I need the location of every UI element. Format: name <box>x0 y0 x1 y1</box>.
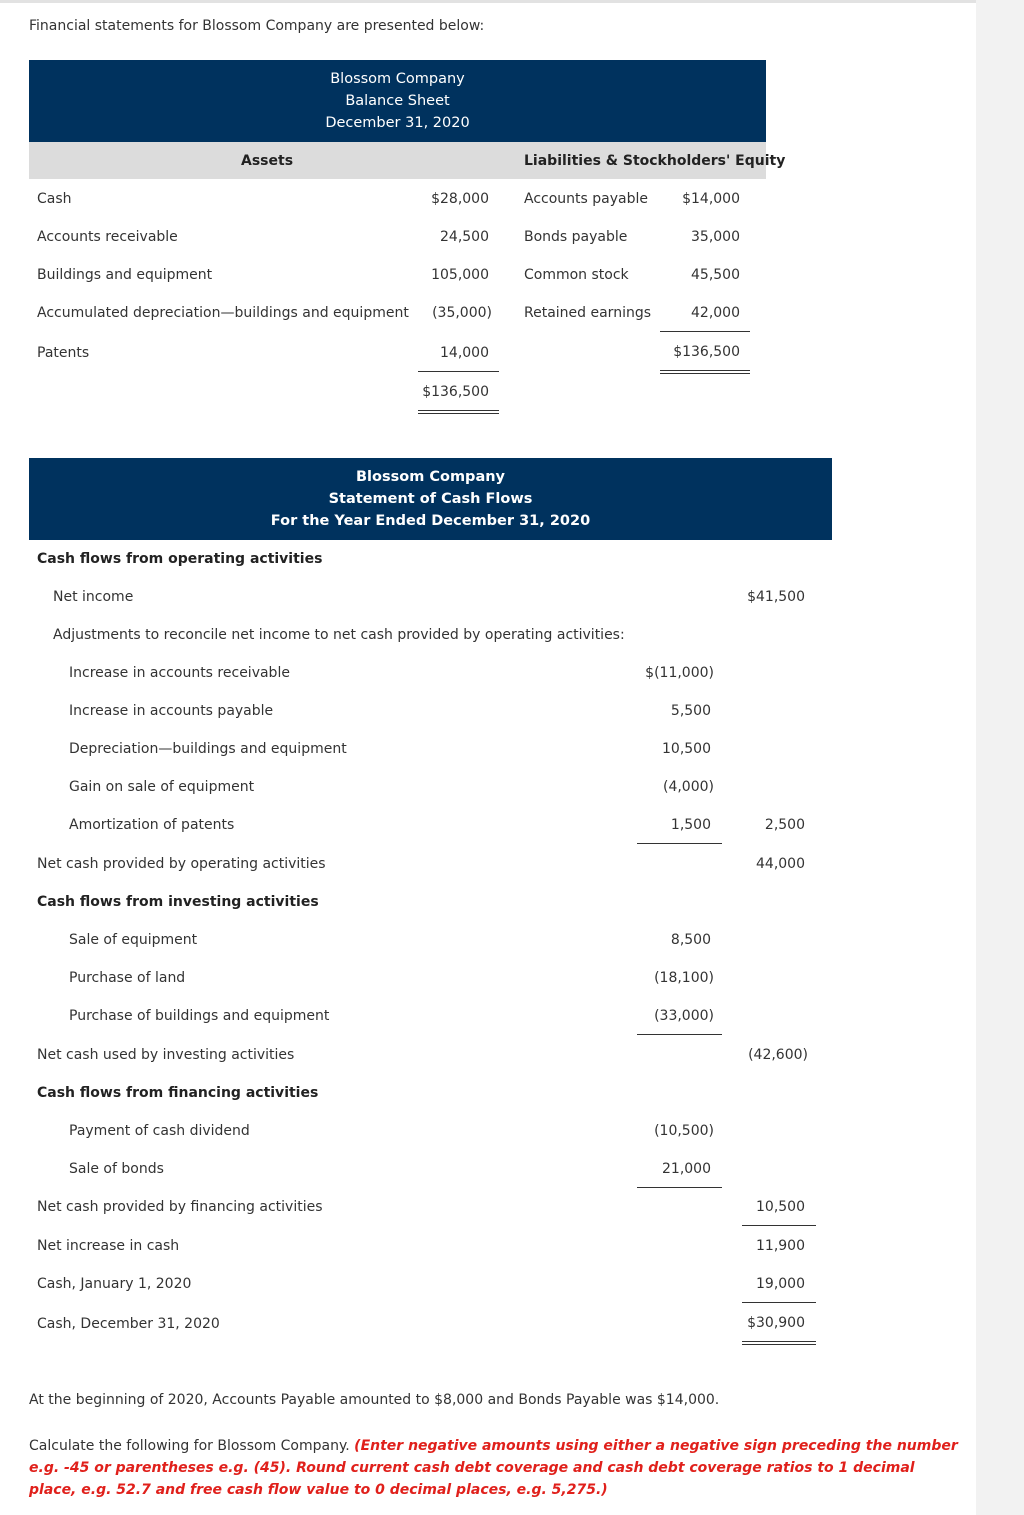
asset-label: Cash <box>37 191 72 207</box>
liability-label: Common stock <box>524 267 629 283</box>
balance-sheet-banner <box>29 60 766 142</box>
adjustments-label: Adjustments to reconcile net income to net cash provided by operating activities: <box>53 627 625 643</box>
assets-total: $136,500 <box>422 384 489 400</box>
operating-subtotal-rule <box>637 843 722 844</box>
investing-subtotal-rule <box>637 1034 722 1035</box>
asset-value: 14,000 <box>440 345 489 361</box>
asset-value: 105,000 <box>431 267 489 283</box>
cash-flow-banner <box>29 458 832 540</box>
liability-value: $14,000 <box>682 191 740 207</box>
cash-end-value: $30,900 <box>747 1315 805 1331</box>
investing-value: (33,000) <box>654 1008 714 1024</box>
instructions-red: (Enter negative amounts using either a negative sign preceding the number e.g. -45 or parentheses e.g. (45). Round current cash debt coverage and cash debt coverage ratios to 1 decimal place, e.g. 52.7 and free cash flow value to 0 decimal places, e.g. 5,275.) <box>29 1438 958 1498</box>
net-financing-label: Net cash provided by financing activities <box>37 1199 323 1215</box>
financing-value: 21,000 <box>662 1161 711 1177</box>
net-increase-label: Net increase in cash <box>37 1238 180 1254</box>
assets-subtotal-rule <box>418 371 499 372</box>
investing-header: Cash flows from investing activities <box>37 894 319 910</box>
financing-header: Cash flows from financing activities <box>37 1085 319 1101</box>
financing-label: Payment of cash dividend <box>69 1123 250 1139</box>
liabilities-header: Liabilities & Stockholders' Equity <box>524 153 786 169</box>
net-operating-value: 44,000 <box>756 856 805 872</box>
cash-subtotal-rule <box>742 1302 816 1303</box>
adjustment-label: Increase in accounts payable <box>69 703 274 719</box>
asset-value: (35,000) <box>432 305 492 321</box>
liabilities-total-rule <box>660 370 750 374</box>
operating-header: Cash flows from operating activities <box>37 551 323 567</box>
cash-end-rule <box>742 1341 816 1345</box>
cash-begin-value: 19,000 <box>756 1276 805 1292</box>
liability-label: Accounts payable <box>524 191 648 207</box>
asset-label: Buildings and equipment <box>37 267 213 283</box>
liability-label: Bonds payable <box>524 229 628 245</box>
investing-label: Sale of equipment <box>69 932 198 948</box>
liabilities-subtotal-rule <box>660 331 750 332</box>
asset-label: Patents <box>37 345 90 361</box>
intro-text: Financial statements for Blossom Company are presented below: <box>29 18 485 34</box>
assets-header: Assets <box>241 153 294 169</box>
balance-sheet-date: December 31, 2020 <box>325 115 470 131</box>
adjustment-value: 1,500 <box>670 817 711 833</box>
adjustment-label: Depreciation—buildings and equipment <box>69 741 347 757</box>
note-text: At the beginning of 2020, Accounts Payable amounted to $8,000 and Bonds Payable was $14,000. <box>29 1392 720 1408</box>
asset-label: Accumulated depreciation—buildings and equipment <box>37 305 409 321</box>
balance-sheet-company: Blossom Company <box>330 71 465 87</box>
instructions-paragraph <box>29 1435 959 1501</box>
liability-value: 35,000 <box>691 229 740 245</box>
cash-flow-title: Statement of Cash Flows <box>328 491 533 507</box>
adjustment-label: Amortization of patents <box>69 817 235 833</box>
investing-value: (18,100) <box>654 970 714 986</box>
cash-flow-company: Blossom Company <box>355 469 505 485</box>
liabilities-total: $136,500 <box>673 344 740 360</box>
adjustments-total: 2,500 <box>764 817 805 833</box>
net-income-value: $41,500 <box>747 589 805 605</box>
liability-label: Retained earnings <box>524 305 652 321</box>
adjustment-label: Gain on sale of equipment <box>69 779 255 795</box>
cash-end-label: Cash, December 31, 2020 <box>37 1316 220 1332</box>
net-financing-value: 10,500 <box>756 1199 805 1215</box>
adjustment-value: 10,500 <box>662 741 711 757</box>
balance-sheet-title: Balance Sheet <box>345 93 450 109</box>
investing-label: Purchase of land <box>69 970 186 986</box>
adjustment-value: 5,500 <box>670 703 711 719</box>
asset-value: $28,000 <box>431 191 489 207</box>
net-investing-value: (42,600) <box>748 1047 808 1063</box>
adjustment-label: Increase in accounts receivable <box>69 665 290 681</box>
liability-value: 45,500 <box>691 267 740 283</box>
assets-total-rule <box>418 410 499 414</box>
liability-value: 42,000 <box>691 305 740 321</box>
investing-label: Purchase of buildings and equipment <box>69 1008 330 1024</box>
adjustment-value: (4,000) <box>662 779 714 795</box>
cash-begin-label: Cash, January 1, 2020 <box>37 1276 192 1292</box>
financing-subtotal-rule <box>637 1187 722 1188</box>
adjustment-value: $(11,000) <box>645 665 714 681</box>
net-operating-label: Net cash provided by operating activities <box>37 856 326 872</box>
asset-label: Accounts receivable <box>37 229 178 245</box>
financing-value: (10,500) <box>654 1123 714 1139</box>
net-change-rule <box>742 1225 816 1226</box>
financing-label: Sale of bonds <box>69 1161 164 1177</box>
asset-value: 24,500 <box>440 229 489 245</box>
cash-flow-period: For the Year Ended December 31, 2020 <box>270 513 591 529</box>
net-increase-value: 11,900 <box>756 1238 805 1254</box>
investing-value: 8,500 <box>670 932 711 948</box>
instructions-lead: Calculate the following for Blossom Company. <box>29 1438 355 1454</box>
net-investing-label: Net cash used by investing activities <box>37 1047 295 1063</box>
net-income-label: Net income <box>53 589 134 605</box>
